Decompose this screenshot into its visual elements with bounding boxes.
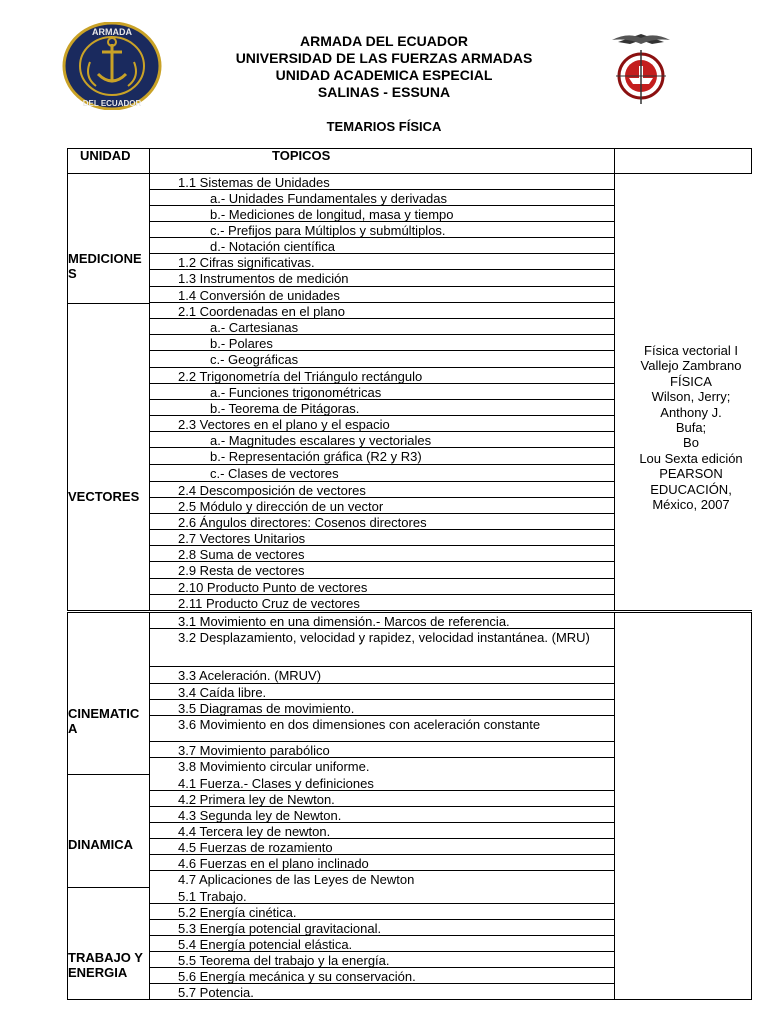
- topic-text: 2.10 Producto Punto de vectores: [178, 580, 368, 595]
- header-line-unidad: UNIDAD ACADEMICA ESPECIAL: [275, 67, 493, 83]
- topic-text: c.- Clases de vectores: [210, 466, 339, 481]
- topic-text: 4.1 Fuerza.- Clases y definiciones: [178, 776, 374, 791]
- topic-row: [149, 270, 614, 287]
- topic-row: [149, 936, 614, 952]
- topic-row: [149, 684, 614, 700]
- reference-line: Bo: [683, 435, 699, 451]
- topic-text: 2.7 Vectores Unitarios: [178, 531, 306, 546]
- topic-row: [149, 823, 614, 839]
- topic-row: [149, 791, 614, 807]
- topic-text: 1.3 Instrumentos de medición: [178, 271, 349, 286]
- header-topicos: TOPICOS: [272, 148, 331, 163]
- topic-text: 5.1 Trabajo.: [178, 889, 247, 904]
- topic-row: [149, 716, 614, 742]
- topic-text: 2.11 Producto Cruz de vectores: [178, 596, 360, 611]
- topic-text: a.- Funciones trigonométricas: [210, 385, 382, 400]
- topic-row: [149, 871, 614, 887]
- unit-cell-mediciones: [67, 173, 150, 304]
- topic-text: 3.4 Caída libre.: [178, 685, 267, 700]
- header-unidad: UNIDAD: [80, 148, 131, 163]
- topic-text: 3.5 Diagramas de movimiento.: [178, 701, 355, 716]
- header-line-armada: ARMADA DEL ECUADOR: [300, 33, 468, 49]
- topic-row: [149, 629, 614, 667]
- topic-row: [149, 546, 614, 562]
- topic-text: 2.3 Vectores en el plano y el espacio: [178, 417, 390, 432]
- reference-line: Bufa;: [675, 420, 707, 436]
- topic-text: 3.7 Movimiento parabólico: [178, 743, 330, 758]
- reference-line: EDUCACIÓN,: [650, 481, 732, 497]
- topic-row: [149, 190, 614, 206]
- topic-text: 4.4 Tercera ley de newton.: [178, 824, 331, 839]
- reference-line: Física vectorial I: [644, 343, 738, 358]
- topic-text: b.- Polares: [210, 336, 273, 351]
- topic-row: [149, 287, 614, 303]
- topic-row: [149, 384, 614, 400]
- topic-text: c.- Geográficas: [210, 352, 299, 367]
- topic-row: [149, 613, 614, 629]
- topic-row: [149, 904, 614, 920]
- topic-row: [149, 920, 614, 936]
- topic-row: [149, 465, 614, 482]
- unit-cell-vectores: [67, 303, 150, 611]
- topic-text: 3.3 Aceleración. (MRUV): [178, 668, 322, 683]
- reference-line: Wilson, Jerry;: [651, 389, 731, 405]
- topic-text: 4.2 Primera ley de Newton.: [178, 792, 335, 807]
- topic-row: [149, 498, 614, 514]
- topic-row: [149, 888, 614, 904]
- topic-row: [149, 174, 614, 190]
- topic-row: [149, 855, 614, 871]
- topic-row: [149, 742, 614, 758]
- reference-line: Lou Sexta edición: [639, 450, 743, 466]
- reference-line: FÍSICA: [670, 373, 712, 389]
- topic-text: 2.9 Resta de vectores: [178, 563, 305, 578]
- topic-row: [149, 319, 614, 335]
- unit-cell-dinamica: [67, 774, 150, 888]
- topic-text: c.- Prefijos para Múltiplos y submúltiplos.: [210, 223, 446, 238]
- topic-text: 3.8 Movimiento circular uniforme.: [178, 759, 370, 774]
- topic-row: [149, 303, 614, 319]
- topic-row: [149, 667, 614, 684]
- topic-row: [149, 807, 614, 823]
- topic-text: 1.1 Sistemas de Unidades: [178, 175, 330, 190]
- header-cell-topicos: [149, 148, 615, 174]
- topic-text: 3.6 Movimiento en dos dimensiones con aceleración constante: [178, 717, 541, 732]
- topic-row: [149, 839, 614, 855]
- topic-row: [149, 514, 614, 530]
- topic-row: [149, 482, 614, 498]
- topic-text: 5.5 Teorema del trabajo y la energía.: [178, 953, 390, 968]
- topic-text: 5.3 Energía potencial gravitacional.: [178, 921, 382, 936]
- topic-text: d.- Notación científica: [210, 239, 336, 254]
- topic-text: 1.2 Cifras significativas.: [178, 255, 315, 270]
- reference-line: Anthony J.: [660, 404, 722, 420]
- topic-text: 5.4 Energía potencial elástica.: [178, 937, 353, 952]
- unit-label-trabajo: TRABAJO Y ENERGIA: [68, 950, 143, 980]
- topic-text: 4.5 Fuerzas de rozamiento: [178, 840, 333, 855]
- topic-text: 2.6 Ángulos directores: Cosenos directores: [178, 515, 427, 530]
- topic-row: [149, 448, 614, 465]
- header-line-universidad: UNIVERSIDAD DE LAS FUERZAS ARMADAS: [235, 50, 533, 66]
- topic-row: [149, 432, 614, 448]
- topic-text: 4.6 Fuerzas en el plano inclinado: [178, 856, 369, 871]
- topic-row: [149, 595, 614, 611]
- topic-row: [149, 222, 614, 238]
- topic-row: [149, 368, 614, 384]
- topic-row: [149, 775, 614, 791]
- topic-text: 4.3 Segunda ley de Newton.: [178, 808, 342, 823]
- topic-text: b.- Mediciones de longitud, masa y tiempo: [210, 207, 454, 222]
- header-cell-reference: [614, 148, 752, 174]
- unit-label-vectores: VECTORES: [68, 489, 140, 504]
- seal-bottom-text: DEL ECUADOR: [82, 99, 142, 108]
- topic-row: [149, 351, 614, 368]
- topic-row: [149, 700, 614, 716]
- topic-row: [149, 952, 614, 968]
- topic-row: [149, 968, 614, 984]
- reference-line: Vallejo Zambrano: [640, 358, 742, 374]
- reference-cell-lower: [614, 612, 752, 1000]
- topic-text: 3.2 Desplazamiento, velocidad y rapidez, velocidad instantánea. (MRU): [178, 630, 590, 645]
- topic-text: 2.4 Descomposición de vectores: [178, 483, 366, 498]
- topic-row: [149, 579, 614, 595]
- topic-text: 1.4 Conversión de unidades: [178, 288, 340, 303]
- topic-text: a.- Cartesianas: [210, 320, 299, 335]
- seal-top-text: ARMADA: [92, 27, 132, 37]
- topic-text: 3.1 Movimiento en una dimensión.- Marcos de referencia.: [178, 614, 510, 629]
- topic-text: 2.2 Trigonometría del Triángulo rectángulo: [178, 369, 423, 384]
- unit-label-mediciones: MEDICIONES: [68, 251, 142, 281]
- unit-cell-cinematica: [67, 612, 150, 775]
- topic-row: [149, 416, 614, 432]
- topic-text: 5.6 Energía mecánica y su conservación.: [178, 969, 416, 984]
- topic-text: 2.1 Coordenadas en el plano: [178, 304, 345, 319]
- topic-row: [149, 254, 614, 270]
- topic-text: b.- Teorema de Pitágoras.: [210, 401, 360, 416]
- topic-text: 5.7 Potencia.: [178, 985, 254, 1000]
- topic-row: [149, 206, 614, 222]
- topic-text: 4.7 Aplicaciones de las Leyes de Newton: [178, 872, 415, 887]
- topic-text: 5.2 Energía cinética.: [178, 905, 297, 920]
- topic-row: [149, 758, 614, 774]
- unit-label-dinamica: DINAMICA: [68, 837, 133, 852]
- topic-row: [149, 335, 614, 351]
- header-line-salinas: SALINAS - ESSUNA: [317, 84, 451, 100]
- topic-row: [149, 984, 614, 1000]
- document-title: TEMARIOS FÍSICA: [326, 119, 442, 134]
- topic-text: a.- Unidades Fundamentales y derivadas: [210, 191, 448, 206]
- topic-row: [149, 400, 614, 416]
- topic-row: [149, 530, 614, 546]
- topic-row: [149, 562, 614, 579]
- topic-text: 2.8 Suma de vectores: [178, 547, 305, 562]
- reference-line: PEARSON: [659, 466, 723, 482]
- topic-text: 2.5 Módulo y dirección de un vector: [178, 499, 384, 514]
- unit-cell-trabajo: [67, 887, 150, 1000]
- reference-line: México, 2007: [652, 497, 730, 513]
- topic-row: [149, 238, 614, 254]
- topic-text: a.- Magnitudes escalares y vectoriales: [210, 433, 432, 448]
- topic-text: b.- Representación gráfica (R2 y R3): [210, 449, 422, 464]
- unit-label-cinematica: CINEMATICA: [68, 706, 140, 736]
- bibliography-reference: [615, 343, 767, 512]
